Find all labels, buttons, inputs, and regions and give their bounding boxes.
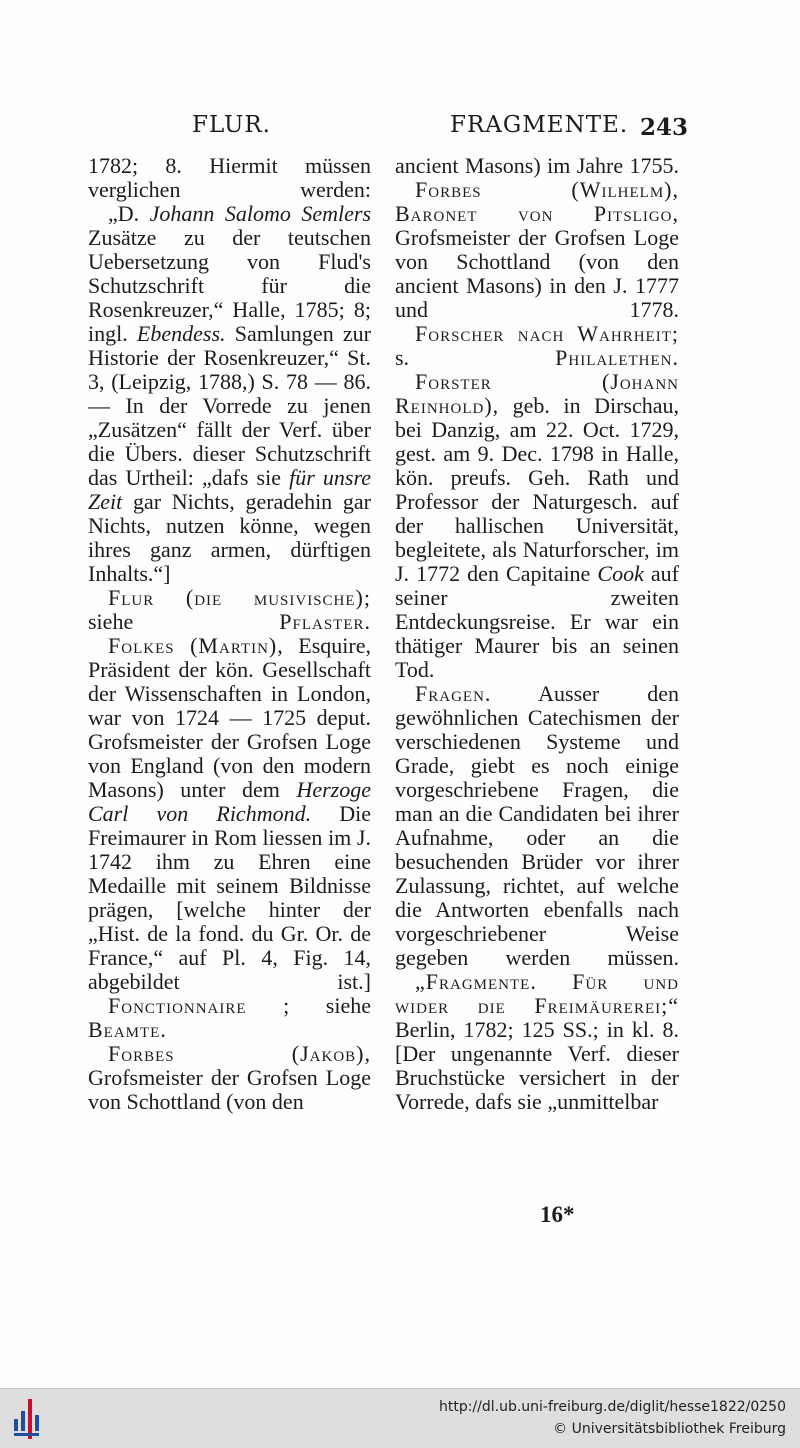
signature-mark: 16* — [540, 1202, 575, 1227]
entry-forbes-wilhelm: Forbes (Wilhelm), Baronet von Pitsligo, Grofsmeister der Grofsen Loge von Schottland (von den ancient Masons) in den J. 1777 und 1778. — [395, 177, 679, 322]
entry-forbes-jakob: Forbes (Jakob), Grofsmeister der Grofsen Loge von Schottland (von den — [88, 1041, 371, 1114]
entry-continuation: 1782; 8. Hiermit müssen verglichen werden: — [88, 153, 371, 202]
permalink-url[interactable]: http://dl.ub.uni-freiburg.de/diglit/hesse1822/0250 — [438, 1399, 786, 1415]
running-head-right: FRAGMENTE. — [450, 112, 629, 138]
library-logo-icon — [14, 1397, 44, 1441]
entry-quote: „D. Johann Salomo Semlers Zusätze zu der teutschen Uebersetzung von Flud's Schutzschrift für die Rosenkreuzer,“ Halle, 1785; 8; ingl. Ebendess. Samlungen zur Historie der Rosenkreuzer,“ St. 3, (Leipzig, 1788,) S. 78 — 86. — In der Vorrede zu jenen „Zusätzen“ fällt der Verf. über die Übers. dieser Schutzschrift das Urtheil: „dafs sie für unsre Zeit gar Nichts, geradehin gar Nichts, nutzen könne, wegen ihres ganz armen, dürftigen Inhalts.“] — [88, 201, 372, 586]
entry-fonctionnaire: Fonctionnaire ; siehe Beamte. — [88, 993, 371, 1042]
entry-continuation: ancient Masons) im Jahre 1755. — [395, 153, 679, 178]
entry-forster: Forster (Johann Reinhold), geb. in Dirschau, bei Danzig, am 22. Oct. 1729, gest. am 9. Dec. 1798 in Halle, kön. preufs. Geh. Rath und Professor der Naturgesch. auf der hallischen Universität, begleitete, als Naturforscher, im J. 1772 den Capitaine Cook auf seiner zweiten Entdeckungsreise. Er war ein thätiger Maurer bis an seinen Tod. — [395, 369, 679, 682]
left-column — [88, 154, 371, 1114]
entry-flur: Flur (die musivische); siehe Pflaster. — [88, 585, 371, 634]
copyright-notice: © Universitätsbibliothek Freiburg — [553, 1421, 786, 1437]
entry-fragmente: „Fragmente. Für und wider die Freimäurerei;“ Berlin, 1782; 125 SS.; in kl. 8. [Der ungenannte Verf. dieser Bruchstücke versichert in der Vorrede, dafs sie „unmittelbar — [395, 969, 679, 1114]
right-column — [395, 154, 679, 1114]
page-number: 243 — [640, 114, 689, 141]
entry-folkes: Folkes (Martin), Esquire, Präsident der kön. Gesellschaft der Wissenschaften in London, war von 1724 — 1725 deput. Grofsmeister der Grofsen Loge von England (von den modern Masons) unter dem Herzoge Carl von Richmond. Die Freimaurer in Rom liessen im J. 1742 ihm zu Ehren eine Medaille mit seinem Bildnisse prägen, [welche hinter der „Hist. de la fond. du Gr. Or. de France,“ auf Pl. 4, Fig. 14, abgebildet ist.] — [88, 633, 371, 994]
entry-fragen: Fragen. Ausser den gewöhnlichen Catechismen der verschiedenen Systeme und Grade, giebt es noch einige vorgeschriebene Fragen, die man an die Candidaten bei ihrer Aufnahme, oder an die besuchenden Brüder vor ihrer Zulassung, richtet, auf welche die Antworten ebenfalls nach vorgeschriebener Weise gegeben werden müssen. — [395, 681, 679, 970]
entry-forscher: Forscher nach Wahrheit; s. Philalethen. — [395, 321, 679, 370]
running-head-left: FLUR. — [192, 112, 271, 138]
viewer-footer — [0, 1388, 800, 1448]
